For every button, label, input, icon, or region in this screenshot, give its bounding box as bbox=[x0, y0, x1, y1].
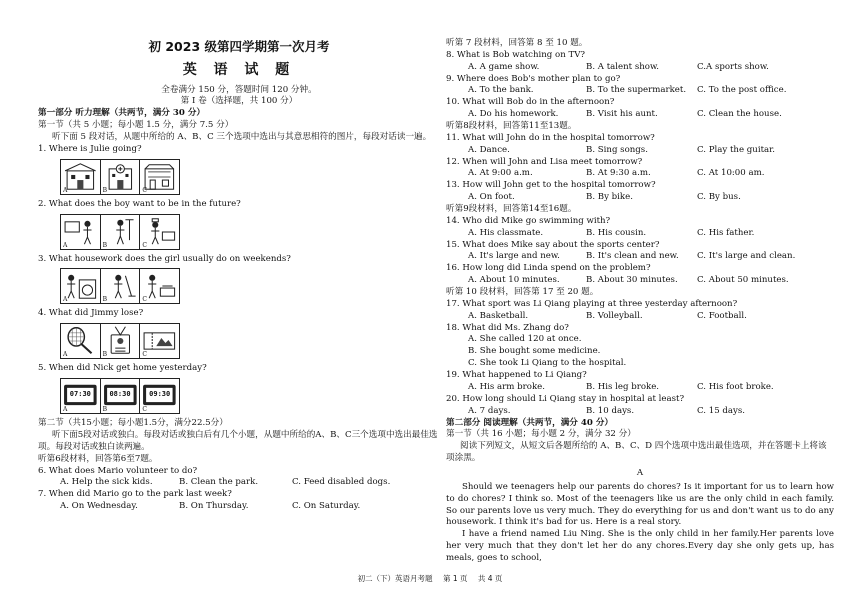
option-letter: C bbox=[142, 296, 147, 304]
answer-option: C. She took Li Qiang to the hospital. bbox=[468, 358, 627, 369]
school-building-icon bbox=[61, 160, 101, 194]
question-text: 11. What will John do in the hospital tomorrow? bbox=[446, 132, 655, 143]
passage-label: A bbox=[636, 467, 644, 478]
footer-total: 共 4 页 bbox=[477, 574, 503, 583]
ticket-icon bbox=[140, 324, 179, 358]
section2-heading: 第二节（共15小题；每小题1.5分，满分22.5分） bbox=[38, 418, 228, 429]
answer-options bbox=[446, 109, 834, 121]
answer-option: A. At 9:00 a.m. bbox=[468, 168, 533, 179]
answer-option: B. Visit his aunt. bbox=[586, 109, 658, 120]
answer-option: C. Feed disabled dogs. bbox=[292, 477, 391, 488]
answer-option: C.A sports show. bbox=[697, 61, 769, 72]
option-letter: B bbox=[102, 351, 108, 359]
picture-options-3 bbox=[60, 268, 180, 304]
answer-option: B. 10 days. bbox=[586, 405, 635, 416]
question-text: 20. How long should Li Qiang stay in hospital at least? bbox=[446, 393, 685, 404]
option-letter: C bbox=[142, 186, 147, 194]
section2-instructions: 听下面5段对话或独白。每段对话或独白后有几个小题，从题中所给的A、B、C三个选项中选出最佳选项。每段对话或独白读两遍。 bbox=[38, 430, 438, 452]
question-text: 10. What will Bob do in the afternoon? bbox=[446, 97, 615, 108]
question-2: 2. What does the boy want to be in the future? bbox=[38, 198, 241, 209]
id-card-icon bbox=[101, 324, 141, 358]
answer-options bbox=[446, 251, 834, 263]
option-letter: A bbox=[63, 296, 68, 304]
option-letter: C bbox=[142, 351, 147, 359]
racket-icon bbox=[61, 324, 101, 358]
answer-option: C. About 50 minutes. bbox=[697, 275, 789, 286]
question-text: 13. How will John get to the hospital tomorrow? bbox=[446, 180, 656, 191]
left-questions bbox=[38, 454, 440, 513]
question-1: 1. Where is Julie going? bbox=[38, 143, 142, 154]
answer-options bbox=[446, 192, 834, 204]
listening-material-lead: 听第6段材料，回答第6至7题。 bbox=[38, 453, 158, 464]
answer-option: C. By bus. bbox=[697, 192, 741, 203]
option-letter: A bbox=[63, 241, 68, 249]
right-column bbox=[446, 38, 834, 565]
answer-option: C. On Saturday. bbox=[292, 501, 361, 512]
option-letter: B bbox=[102, 406, 108, 414]
option-letter: A bbox=[63, 406, 68, 414]
answer-option: C. Play the guitar. bbox=[697, 144, 776, 155]
answer-option: B. She bought some medicine. bbox=[468, 346, 601, 357]
answer-option: C. His foot broke. bbox=[697, 381, 774, 392]
hospital-icon bbox=[101, 160, 141, 194]
sweeping-icon bbox=[101, 269, 141, 303]
answer-option: A. It's large and new. bbox=[468, 251, 560, 262]
picture-options-4 bbox=[60, 323, 180, 359]
question-text: 7. When did Mario go to the park last week? bbox=[38, 489, 232, 500]
question-5: 5. When did Nick get home yesterday? bbox=[38, 363, 207, 374]
answer-option: B. His leg broke. bbox=[586, 381, 660, 392]
answer-option: A. On foot. bbox=[468, 192, 515, 203]
clock-icon bbox=[61, 379, 101, 413]
part2-instructions: 阅读下列短文，从短文后各题所给的 A、B、C、D 四个选项中选出最佳选项，并在答题卡上将该项涂黑。 bbox=[446, 441, 827, 464]
exam-title: 初 2023 级第四学期第一次月考 bbox=[148, 39, 330, 54]
question-text: 6. What does Mario volunteer to do? bbox=[38, 465, 198, 476]
question-text: 17. What sport was Li Qiang playing at three yesterday afternoon? bbox=[446, 298, 738, 309]
picture-questions bbox=[38, 144, 440, 414]
answer-option: A. A game show. bbox=[468, 61, 540, 72]
worker-icon bbox=[101, 215, 141, 249]
clock-time: 08:30 bbox=[109, 390, 131, 399]
answer-options bbox=[446, 275, 834, 287]
answer-option: A. 7 days. bbox=[468, 405, 511, 416]
answer-option: C. It's large and clean. bbox=[697, 251, 796, 262]
option-letter: A bbox=[63, 186, 68, 194]
cooking-icon bbox=[140, 269, 179, 303]
picture-options-2 bbox=[60, 214, 180, 250]
question-text: 15. What does Mike say about the sports center? bbox=[446, 239, 660, 250]
answer-option: A. Do his homework. bbox=[468, 109, 559, 120]
part1-heading: 第一部分 听力理解（共两节，满分 30 分） bbox=[38, 108, 206, 119]
answer-option: C. Football. bbox=[697, 310, 747, 321]
volume-one-heading: 第 I 卷（选择题，共 100 分） bbox=[180, 96, 298, 107]
answer-options bbox=[446, 168, 834, 180]
question-4: 4. What did Jimmy lose? bbox=[38, 308, 144, 319]
listening-material-lead: 听第 10 段材料，回答第 17 至 20 题。 bbox=[446, 287, 599, 298]
option-letter: A bbox=[63, 351, 68, 359]
answer-options bbox=[446, 85, 834, 97]
option-letter: C bbox=[142, 406, 147, 414]
footer-page: 第 1 页 bbox=[442, 574, 468, 583]
answer-options bbox=[446, 406, 834, 418]
option-letter: B bbox=[102, 241, 108, 249]
answer-option: B. To the supermarket. bbox=[586, 85, 687, 96]
answer-options bbox=[446, 62, 834, 74]
picture-options-5 bbox=[60, 378, 180, 414]
answer-option: C. His father. bbox=[697, 227, 755, 238]
answer-option: B. It's clean and new. bbox=[586, 251, 679, 262]
answer-options bbox=[446, 382, 834, 394]
answer-option: A. On Wednesday. bbox=[60, 501, 138, 512]
answer-option: A. She called 120 at once. bbox=[468, 334, 582, 345]
answer-option: C. 15 days. bbox=[697, 405, 746, 416]
answer-option: B. On Thursday. bbox=[179, 501, 249, 512]
section1-heading: 第一节（共 5 小题；每小题 1.5 分，满分 7.5 分） bbox=[38, 120, 234, 131]
right-questions bbox=[446, 38, 834, 418]
exam-info: 全卷满分 150 分，答题时间 120 分钟。 bbox=[161, 84, 317, 95]
answer-option: B. By bike. bbox=[586, 192, 633, 203]
answer-option: B. At 9:30 a.m. bbox=[586, 168, 651, 179]
listening-material-lead: 听第8段材料，回答第11至13题。 bbox=[446, 121, 577, 132]
laundry-icon bbox=[61, 269, 101, 303]
answer-option: B. Clean the park. bbox=[179, 477, 259, 488]
answer-option: A. Basketball. bbox=[468, 310, 529, 321]
question-text: 12. When will John and Lisa meet tomorrow? bbox=[446, 156, 643, 167]
clock-time: 09:30 bbox=[149, 390, 171, 399]
answer-option: A. His classmate. bbox=[468, 227, 544, 238]
subject-title: 英 语 试 题 bbox=[182, 62, 296, 79]
answer-options bbox=[38, 501, 440, 513]
answer-options bbox=[446, 228, 834, 240]
answer-option: C. To the post office. bbox=[697, 85, 787, 96]
answer-option: C. Clean the house. bbox=[697, 109, 782, 120]
option-letter: B bbox=[102, 186, 108, 194]
chef-icon bbox=[140, 215, 179, 249]
clock-time: 07:30 bbox=[69, 390, 91, 399]
answer-option: A. His arm broke. bbox=[468, 381, 545, 392]
passage-paragraph-1: Should we teenagers help our parents do chores? Is it important for us to learn how to do chores? I think so. Most of the teenagers like us are the only child in each family. So our parents love us very much. They do everything for us and don't want us to do any housework. I think it's bad for us. Here is a real story. bbox=[446, 481, 834, 528]
picture-options-1 bbox=[60, 159, 180, 195]
answer-option: A. Dance. bbox=[468, 144, 510, 155]
answer-option: C. At 10:00 am. bbox=[697, 168, 765, 179]
option-letter: B bbox=[102, 296, 108, 304]
listening-material-lead: 听第9段材料，回答第14至16题。 bbox=[446, 204, 577, 215]
listening-material-lead: 听第 7 段材料，回答第 8 至 10 题。 bbox=[446, 38, 588, 48]
teacher-icon bbox=[61, 215, 101, 249]
question-text: 14. Who did Mike go swimming with? bbox=[446, 215, 611, 226]
option-letter: C bbox=[142, 241, 147, 249]
answer-option: A. To the bank. bbox=[468, 85, 534, 96]
answer-option: A. About 10 minutes. bbox=[468, 275, 560, 286]
answer-option: A. Help the sick kids. bbox=[60, 477, 153, 488]
question-text: 9. Where does Bob's mother plan to go? bbox=[446, 73, 621, 84]
part2-heading: 第二部分 阅读理解（共两节，满分 40 分） bbox=[446, 417, 614, 428]
clock-icon bbox=[140, 379, 179, 413]
supermarket-icon bbox=[140, 160, 179, 194]
answer-options bbox=[38, 477, 440, 489]
section1-instructions: 听下面 5 段对话，从题中所给的 A、B、C 三个选项中选出与其意思相符的图片，每段对话读一遍。 bbox=[52, 132, 432, 142]
question-text: 18. What did Ms. Zhang do? bbox=[446, 322, 569, 333]
page-footer bbox=[0, 574, 860, 584]
answer-option: B. About 30 minutes. bbox=[586, 275, 678, 286]
clock-icon bbox=[101, 379, 141, 413]
question-text: 19. What happened to Li Qiang? bbox=[446, 370, 587, 381]
part2-section1-heading: 第一节（共 16 小题；每小题 2 分，满分 32 分） bbox=[446, 429, 636, 440]
answer-option: B. Sing songs. bbox=[586, 144, 648, 155]
answer-option: B. His cousin. bbox=[586, 227, 647, 238]
left-column bbox=[38, 38, 440, 513]
answer-options bbox=[446, 145, 834, 157]
question-text: 16. How long did Linda spend on the problem? bbox=[446, 263, 651, 274]
answer-option: B. Volleyball. bbox=[586, 310, 643, 321]
answer-option: B. A talent show. bbox=[586, 61, 660, 72]
passage-paragraph-2: I have a friend named Liu Ning. She is the only child in her family.Her parents love her very much that they don't let her do any chores.Every day she only gets up, has meals, goes to school, bbox=[446, 529, 834, 563]
question-text: 8. What is Bob watching on TV? bbox=[446, 49, 586, 60]
question-3: 3. What housework does the girl usually do on weekends? bbox=[38, 253, 291, 264]
answer-options bbox=[446, 311, 834, 323]
footer-course: 初二（下）英语月考题 bbox=[357, 574, 433, 583]
